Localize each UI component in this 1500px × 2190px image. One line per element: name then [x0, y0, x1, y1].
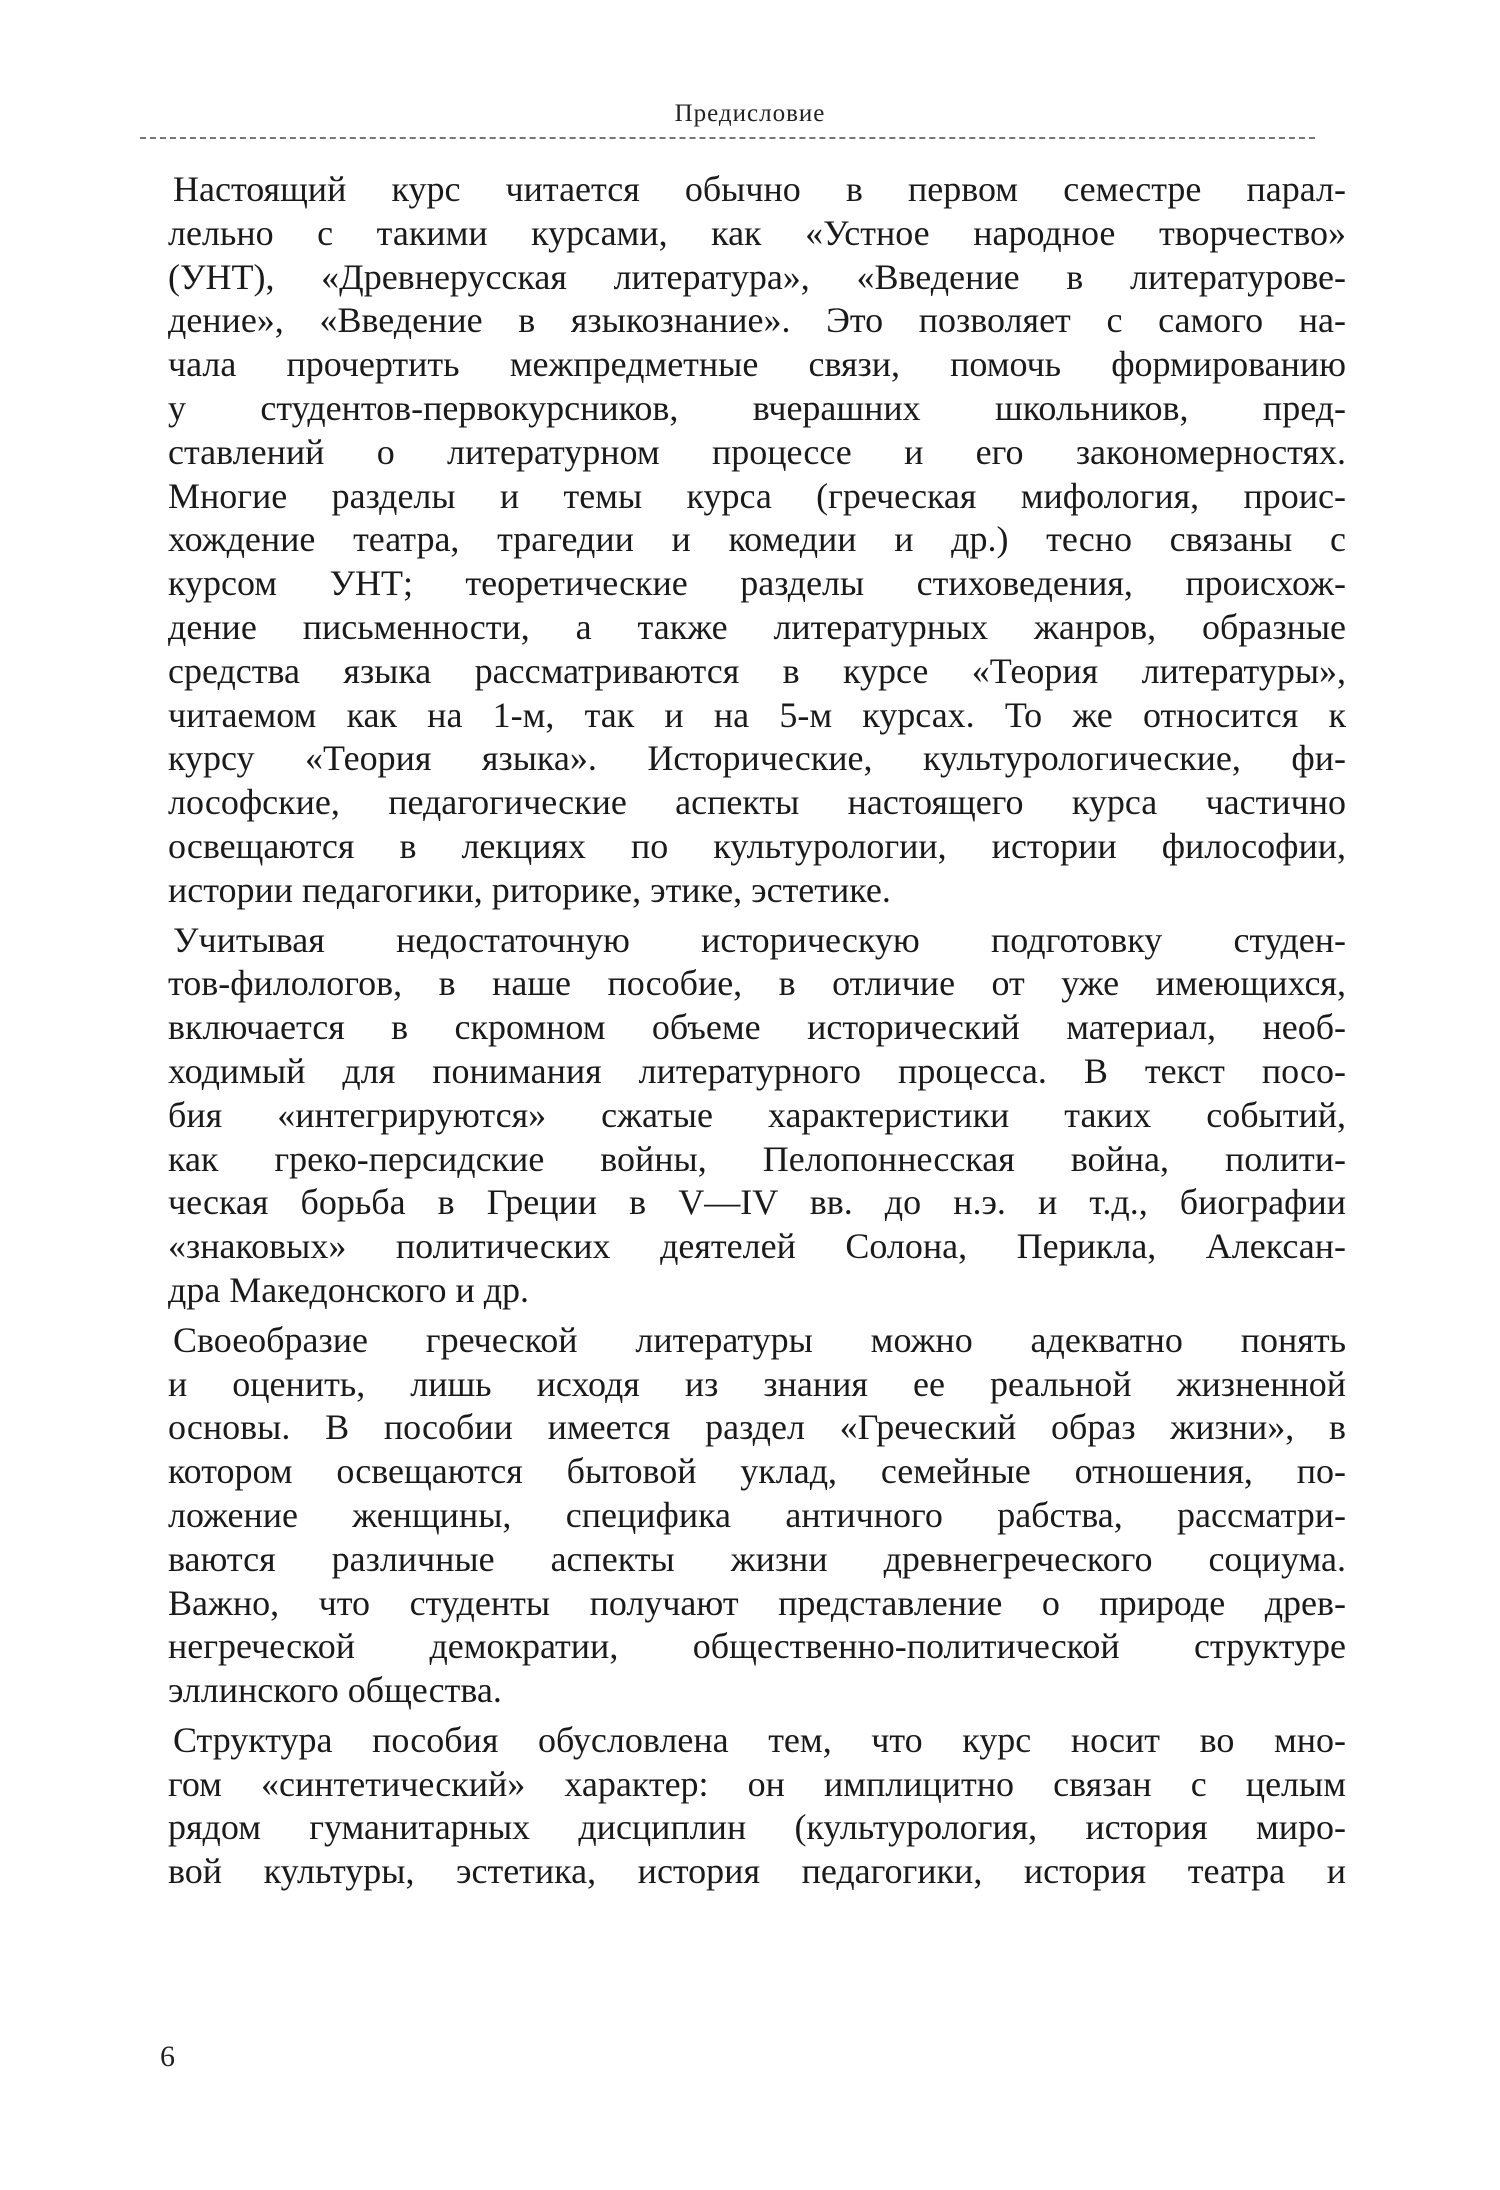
text-line: Учитывая недостаточную историческую подготовку студен- — [173, 919, 1346, 960]
text-line: ходимый для понимания литературного процесса. В текст посо- — [168, 1050, 1346, 1091]
text-line: бия «интегрируются» сжатые характеристики таких событий, — [168, 1094, 1346, 1135]
paragraph-4 — [168, 1719, 1346, 1894]
text-line: Своеобразие греческой литературы можно адекватно понять — [173, 1319, 1346, 1360]
text-line: эллинского общества. — [168, 1670, 502, 1711]
text-line: вой культуры, эстетика, история педагогики, история театра и — [168, 1851, 1346, 1892]
text-line: включается в скромном объеме исторический материал, необ- — [168, 1007, 1346, 1048]
text-line: истории педагогики, риторике, этике, эстетике. — [168, 869, 891, 910]
text-line: чала прочертить межпредметные связи, помочь формированию — [168, 344, 1346, 385]
text-line: дение», «Введение в языкознание». Это позволяет с самого на- — [168, 300, 1346, 341]
text-line: Структура пособия обусловлена тем, что курс носит во мно- — [173, 1719, 1346, 1760]
text-line: котором освещаются бытовой уклад, семейные отношения, по- — [168, 1451, 1346, 1492]
text-line: рядом гуманитарных дисциплин (культурология, история миро- — [168, 1807, 1346, 1848]
paragraph-1 — [168, 168, 1346, 913]
text-line: как греко-персидские войны, Пелопоннесская война, полити- — [168, 1138, 1346, 1179]
text-line: у студентов-первокурсников, вчерашних школьников, пред- — [168, 387, 1346, 428]
page-number: 6 — [160, 2040, 175, 2073]
text-line: курсу «Теория языка». Исторические, культурологические, фи- — [168, 738, 1346, 779]
text-line: «знаковых» политических деятелей Солона, Перикла, Алексан- — [168, 1226, 1346, 1267]
text-line: освещаются в лекциях по культурологии, истории философии, — [168, 825, 1346, 866]
text-line: лельно с такими курсами, как «Устное народное творчество» — [168, 212, 1346, 253]
text-line: ложение женщины, специфика античного рабства, рассматри- — [168, 1494, 1346, 1535]
running-title: Предисловие — [674, 100, 826, 127]
text-line: (УНТ), «Древнерусская литература», «Введение в литературове- — [168, 256, 1346, 297]
text-line: лософские, педагогические аспекты настоящего курса частично — [168, 782, 1346, 823]
text-line: основы. В пособии имеется раздел «Греческий образ жизни», в — [168, 1407, 1346, 1448]
text-line: и оценить, лишь исходя из знания ее реальной жизненной — [168, 1363, 1346, 1404]
text-line: средства языка рассматриваются в курсе «Теория литературы», — [168, 650, 1346, 691]
text-line: Настоящий курс читается обычно в первом семестре парал- — [173, 169, 1346, 209]
text-line: гом «синтетический» характер: он имплицитно связан с целым — [168, 1763, 1346, 1804]
paragraph-3 — [168, 1319, 1346, 1713]
body-text — [168, 168, 1346, 1894]
text-line: читаемом как на 1-м, так и на 5-м курсах. То же относится к — [168, 694, 1346, 735]
header-rule — [140, 137, 1315, 139]
text-line: курсом УНТ; теоретические разделы стиховедения, происхож- — [168, 563, 1346, 604]
text-line: Многие разделы и темы курса (греческая мифология, проис- — [168, 475, 1346, 516]
text-line: Важно, что студенты получают представление о природе древ- — [168, 1582, 1346, 1623]
text-line: негреческой демократии, общественно-политической структуре — [168, 1626, 1346, 1667]
text-line: дение письменности, а также литературных жанров, образные — [168, 606, 1346, 647]
text-line: ваются различные аспекты жизни древнегреческого социума. — [168, 1538, 1346, 1579]
text-line: тов-филологов, в наше пособие, в отличие от уже имеющихся, — [168, 963, 1346, 1004]
text-line: ческая борьба в Греции в V—IV вв. до н.э. и т.д., биографии — [168, 1182, 1346, 1223]
text-line: хождение театра, трагедии и комедии и др.) тесно связаны с — [168, 519, 1346, 560]
text-line: ставлений о литературном процессе и его закономерностях. — [168, 431, 1346, 472]
text-line: дра Македонского и др. — [168, 1269, 530, 1310]
paragraph-2 — [168, 919, 1346, 1313]
